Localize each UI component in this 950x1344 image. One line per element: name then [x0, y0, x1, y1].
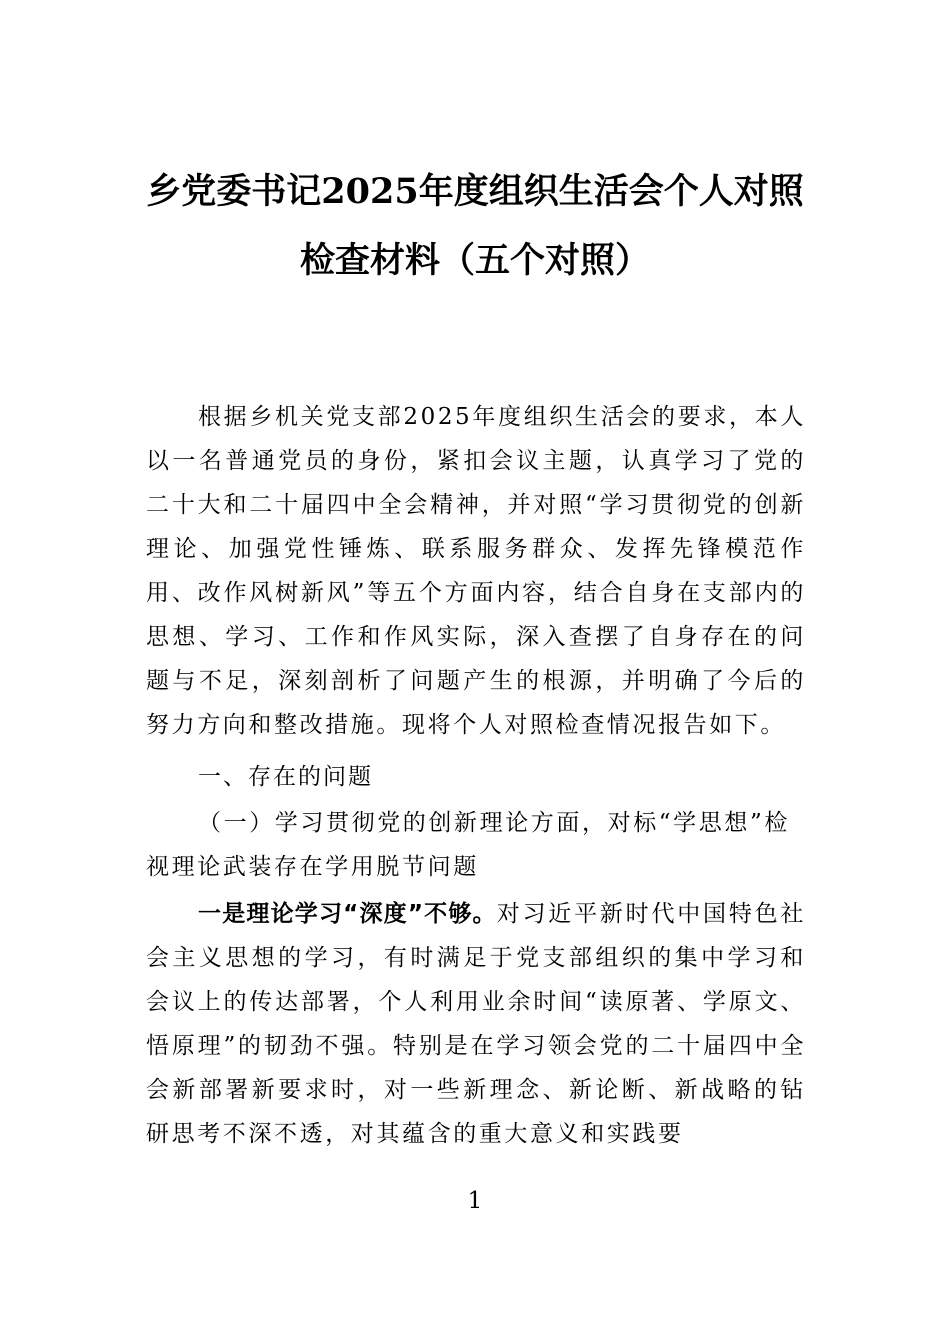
point-lead-text: 一是理论学习“深度”不够。: [198, 901, 497, 927]
section-heading-problems: 一、存在的问题: [198, 764, 373, 790]
page-number: 1: [467, 1188, 483, 1214]
subsection-heading-theory: （一）学习贯彻党的创新理论方面，对标“学思想”检视理论武装存在学用脱节问题: [146, 810, 790, 880]
point-paragraph-1: [146, 892, 806, 1156]
document-title-line-2: 检查材料（五个对照）: [299, 240, 650, 281]
document-title-line-1: 乡党委书记2025年度组织生活会个人对照: [146, 171, 804, 212]
intro-paragraph: 根据乡机关党支部2025年度组织生活会的要求，本人以一名普通党员的身份，紧扣会议主题，认真学习了党的二十大和二十届四中全会精神，并对照“学习贯彻党的创新理论、加强党性锤炼、联系服务群众、发挥先锋模范作用、改作风树新风”等五个方面内容，结合自身在支部内的思想、学习、工作和作风实际，深入查摆了自身存在的问题与不足，深刻剖析了问题产生的根源，并明确了今后的努力方向和整改措施。现将个人对照检查情况报告如下。: [146, 404, 806, 738]
point-body-text: 对习近平新时代中国特色社会主义思想的学习，有时满足于党支部组织的集中学习和会议上的传达部署，个人利用业余时间“读原著、学原文、悟原理”的韧劲不强。特别是在学习领会党的二十届四中全会新部署新要求时，对一些新理念、新论断、新战略的钻研思考不深不透，对其蕴含的重大意义和实践要: [146, 901, 807, 1147]
